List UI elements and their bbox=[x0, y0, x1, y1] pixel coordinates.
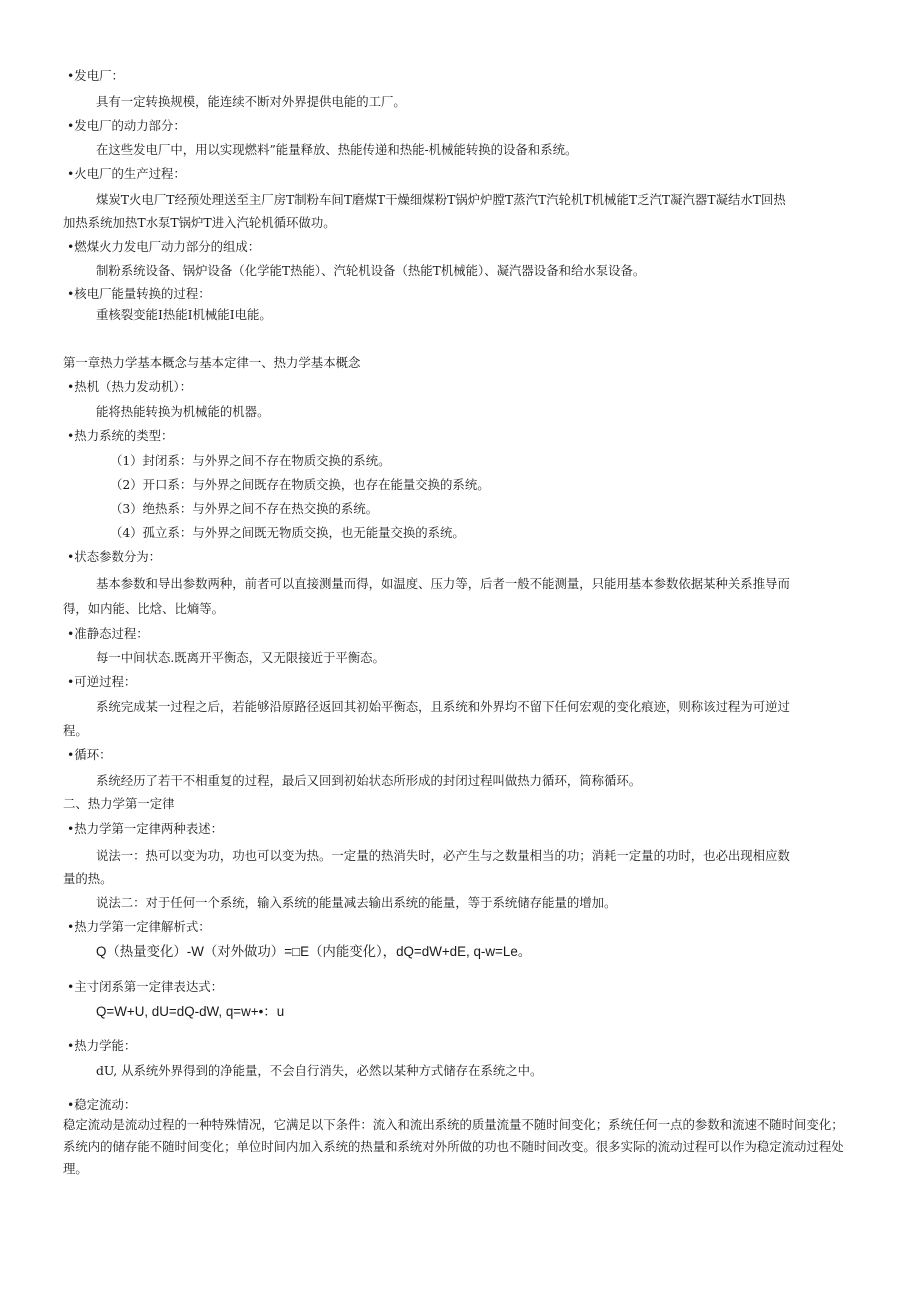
heading-heat-engine: •热机（热力发动机）： bbox=[67, 379, 193, 394]
heading-state-parameters: •状态参数分为： bbox=[67, 549, 162, 564]
text-power-section-def: 在这些发电厂中，用以实现燃料”能量释放、热能传递和热能-机械能转换的设备和系统。 bbox=[96, 142, 578, 157]
text-first-law-statement1-2: 量的热。 bbox=[63, 871, 113, 886]
list-item-open-system: （2）开口系：与外界之间既存在物质交换，也存在能量交换的系统。 bbox=[110, 477, 490, 492]
text-reversible-1: 系统完成某一过程之后，若能够沿原路径返回其初始平衡态，且系统和外界均不留下任何宏观的变化痕迹，则称该过程为可逆过 bbox=[96, 699, 790, 714]
heading-cycle: •循环： bbox=[67, 747, 112, 762]
chapter-title: 第一章热力学基本概念与基本定律一、热力学基本概念 bbox=[63, 355, 361, 370]
heading-first-law-formula: •热力学第一定律解析式： bbox=[67, 919, 211, 934]
heading-steady-flow: •稳定流动： bbox=[67, 1097, 137, 1112]
heading-reversible: •可逆过程： bbox=[67, 674, 137, 689]
text-thermal-process-2: 加热系统加热T水泵T锅炉T进入汽轮机循环做功。 bbox=[63, 215, 336, 230]
heading-thermal-process: •火电厂的生产过程： bbox=[67, 166, 186, 181]
heading-nuclear-conversion: •核电厂能量转换的过程： bbox=[67, 286, 211, 301]
text-thermodynamic-energy: dU, 从系统外界得到的净能量，不会自行消失，必然以某种方式储存在系统之中。 bbox=[96, 1063, 543, 1078]
text-coal-plant-components: 制粉系统设备、锅炉设备（化学能T热能）、汽轮机设备（热能T机械能）、凝汽器设备和给水泵设备。 bbox=[96, 263, 646, 278]
text-steady-flow: 稳定流动是流动过程的一种特殊情况，它满足以下条件：流入和流出系统的质量流量不随时间变化；系统任何一点的参数和流速不随时间变化；系统内的储存能不随时间变化；单位时间内加入系统的热量和系统对外所做的功也不随时间改变。很多实际的流动过程可以作为稳定流动过程处理。 bbox=[63, 1117, 844, 1176]
text-state-parameters-1: 基本参数和导出参数两种，前者可以直接测量而得，如温度、压力等，后者一般不能测量，只能用基本参数依据某种关系推导而 bbox=[96, 576, 790, 591]
section-title-first-law: 二、热力学第一定律 bbox=[63, 796, 175, 811]
formula-first-law: Q（热量变化）-W（对外做功）=□E（内能变化），dQ=dW+dE, q-w=Le。 bbox=[96, 944, 532, 959]
text-thermal-process-1: 煤炭T火电厂T经预处理送至主厂房T制粉车间T磨煤T干燥细煤粉T锅炉炉膛T蒸汽T汽轮机T机械能T乏汽T凝汽器T凝结水T回热 bbox=[96, 192, 786, 207]
text-quasi-static: 每一中间状态.既离开平衡态，又无限接近于平衡态。 bbox=[96, 650, 385, 665]
heading-power-plant: •发电厂： bbox=[67, 68, 124, 83]
text-first-law-statement1-1: 说法一：热可以变为功，功也可以变为热。一定量的热消失时，必产生与之数量相当的功；消耗一定量的功时，也必出现相应数 bbox=[96, 848, 790, 863]
list-item-closed-system: （1）封闭系：与外界之间不存在物质交换的系统。 bbox=[110, 453, 391, 468]
text-power-plant-def: 具有一定转换规模，能连续不断对外界提供电能的工厂。 bbox=[96, 94, 406, 109]
heading-first-law-statements: •热力学第一定律两种表述： bbox=[67, 821, 223, 836]
heading-quasi-static: •准静态过程： bbox=[67, 626, 149, 641]
text-first-law-statement2: 说法二：对于任何一个系统，输入系统的能量减去输出系统的能量，等于系统储存能量的增加。 bbox=[96, 895, 617, 910]
list-item-isolated-system: （4）孤立系：与外界之间既无物质交换，也无能量交换的系统。 bbox=[110, 525, 465, 540]
text-state-parameters-2: 得，如内能、比焓、比熵等。 bbox=[63, 601, 225, 616]
heading-power-section: •发电厂的动力部分： bbox=[67, 118, 186, 133]
text-nuclear-conversion: 重核裂变能I热能I机械能I电能。 bbox=[96, 307, 272, 322]
formula-closed-system-law: Q=W+U, dU=dQ-dW, q=w+•：u bbox=[96, 1004, 285, 1019]
text-cycle: 系统经历了若干不相重复的过程，最后又回到初始状态所形成的封闭过程叫做热力循环，简称循环。 bbox=[96, 773, 642, 788]
heading-coal-plant-components: •燃煤火力发电厂动力部分的组成： bbox=[67, 239, 261, 254]
heading-thermodynamic-energy: •热力学能： bbox=[67, 1038, 137, 1053]
text-heat-engine: 能将热能转换为机械能的机器。 bbox=[96, 404, 270, 419]
list-item-adiabatic-system: （3）绝热系：与外界之间不存在热交换的系统。 bbox=[110, 501, 379, 516]
text-reversible-2: 程。 bbox=[63, 723, 88, 738]
heading-system-types: •热力系统的类型： bbox=[67, 428, 174, 443]
heading-closed-system-law: •主寸闭系第一定律表达式： bbox=[67, 979, 223, 994]
